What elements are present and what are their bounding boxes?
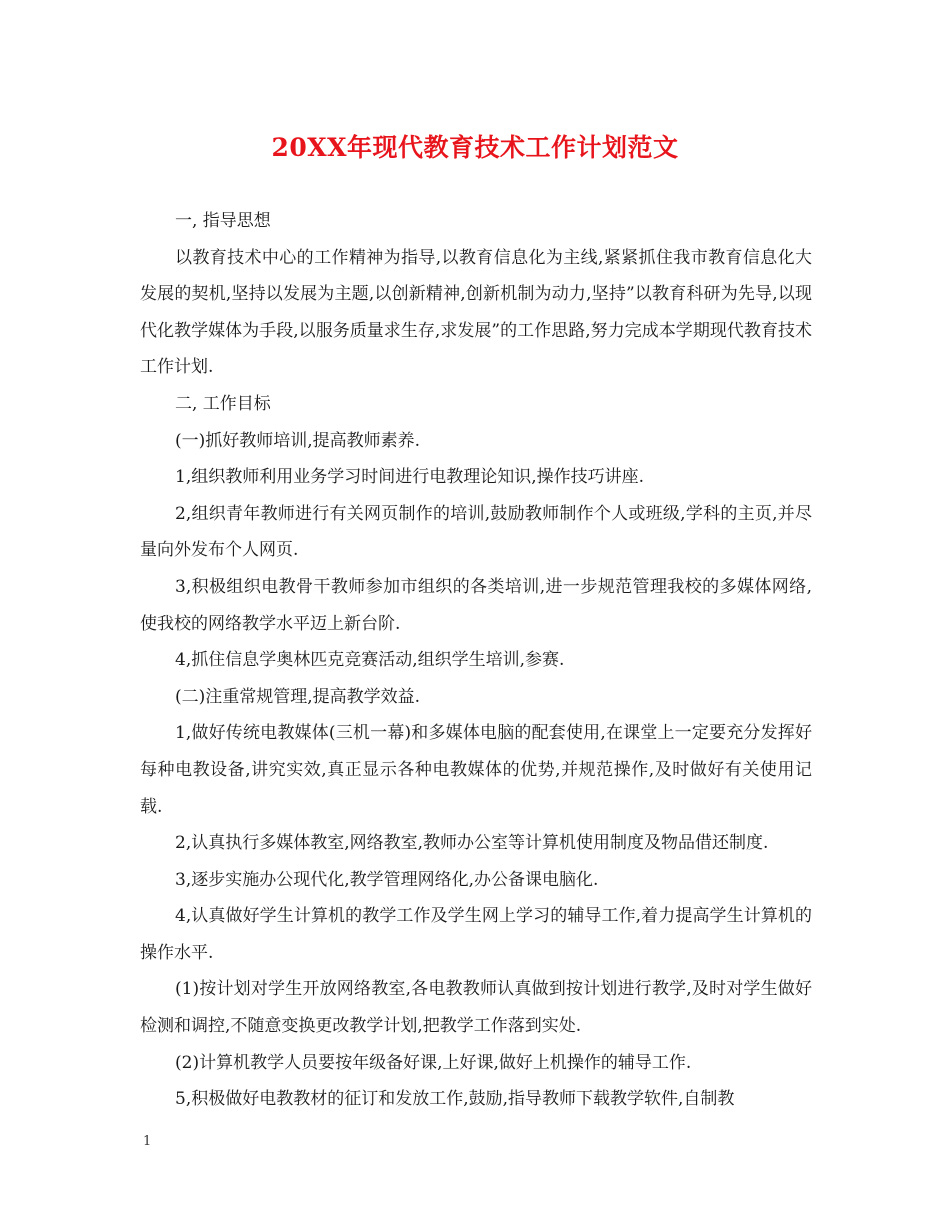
subsection-heading: (一)抓好教师培训,提高教师素养.	[175, 430, 421, 451]
section-heading-work-goals: 二, 工作目标	[175, 393, 271, 414]
list-item: 4,认真做好学生计算机的教学工作及学生网上学习的辅导工作,着力提高学生计算机的操作水平.	[140, 906, 812, 963]
page-number: 1	[143, 1134, 152, 1149]
list-item: 1,组织教师利用业务学习时间进行电教理论知识,操作技巧讲座.	[175, 467, 645, 488]
list-item: 2,认真执行多媒体教室,网络教室,教师办公室等计算机使用制度及物品借还制度.	[175, 833, 769, 854]
section-heading-guiding-ideology: 一, 指导思想	[175, 211, 271, 231]
list-item: 5,积极做好电教教材的征订和发放工作,鼓励,指导教师下载教学软件,自制教	[175, 1089, 735, 1110]
sub-list-item: (1)按计划对学生开放网络教室,各电教教师认真做到按计划进行教学,及时对学生做好检测和调控,不随意变换更改教学计划,把教学工作落到实处.	[140, 979, 812, 1037]
list-item: 3,积极组织电教骨干教师参加市组织的各类培训,进一步规范管理我校的多媒体网络,使我校的网络教学水平迈上新台阶.	[140, 576, 812, 634]
list-item: 1,做好传统电教媒体(三机一幕)和多媒体电脑的配套使用,在课堂上一定要充分发挥好每种电教设备,讲究实效,真正显示各种电教媒体的优势,并规范操作,及时做好有关使用记载.	[140, 723, 812, 817]
paragraph: 以教育技术中心的工作精神为指导,以教育信息化为主线,紧紧抓住我市教育信息化大发展的契机,坚持以发展为主题,以创新精神,创新机制为动力,坚持”以教育科研为先导,以现代化教学媒体为手段,以服务质量求生存,求发展”的工作思路,努力完成本学期现代教育技术工作计划.	[140, 247, 812, 378]
list-item: 2,组织青年教师进行有关网页制作的培训,鼓励教师制作个人或班级,学科的主页,并尽量向外发布个人网页.	[140, 503, 812, 561]
sub-list-item: (2)计算机教学人员要按年级备好课,上好课,做好上机操作的辅导工作.	[175, 1052, 692, 1073]
list-item: 4,抓住信息学奥林匹克竞赛活动,组织学生培训,参赛.	[175, 650, 565, 671]
subsection-heading: (二)注重常规管理,提高教学效益.	[175, 686, 421, 707]
list-item: 3,逐步实施办公现代化,教学管理网络化,办公备课电脑化.	[175, 869, 599, 890]
document-body	[140, 203, 812, 1118]
document-title: 20XX年现代教育技术工作计划范文	[271, 133, 679, 162]
